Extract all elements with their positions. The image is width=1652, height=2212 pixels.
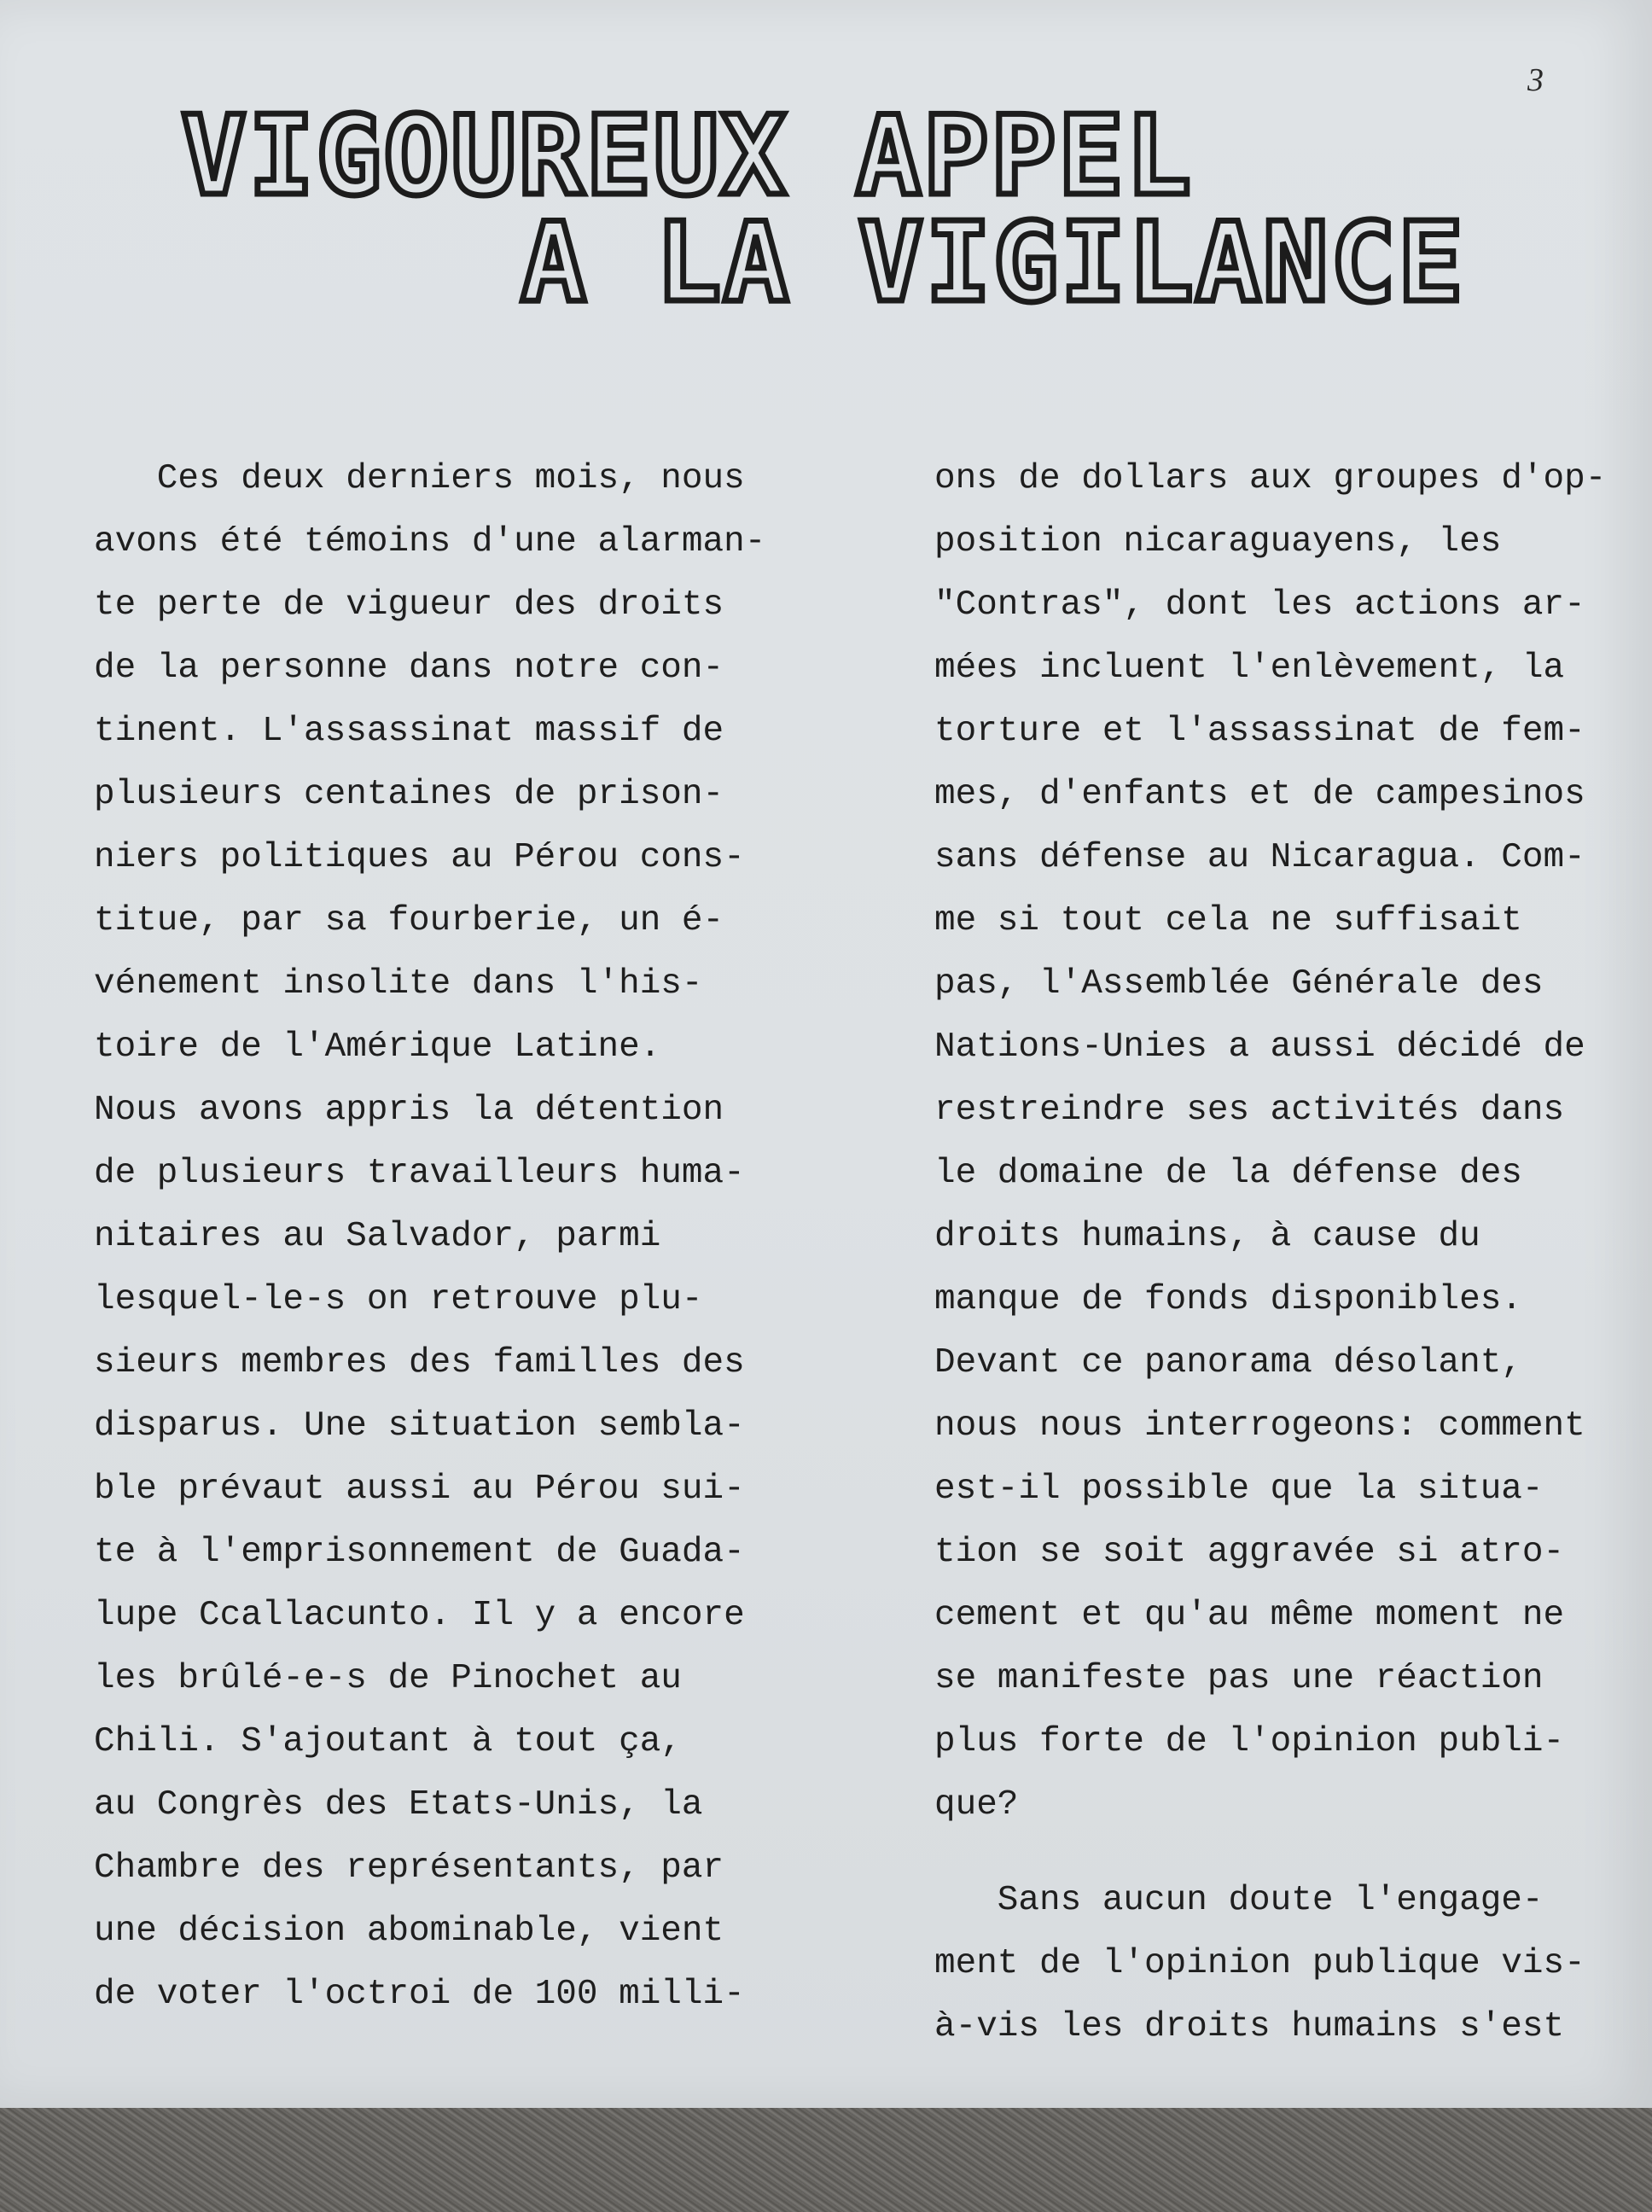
carpet-background (0, 2108, 1652, 2212)
text-line: plus forte de l'opinion publi- (934, 1722, 1565, 1761)
text-line: de voter l'octroi de 100 milli- (94, 1975, 745, 2014)
text-line: ons de dollars aux groupes d'op- (934, 459, 1607, 498)
article-title-line-2: A LA VIGILANCE (521, 200, 1465, 327)
text-line: Nations-Unies a aussi décidé de (934, 1027, 1585, 1067)
right-text-column (934, 447, 1643, 2058)
text-line: pas, l'Assemblée Générale des (934, 964, 1544, 1004)
text-line: position nicaraguayens, les (934, 522, 1502, 562)
text-line: manque de fonds disponibles. (934, 1280, 1522, 1319)
text-line: une décision abominable, vient (94, 1912, 724, 1951)
text-line: "Contras", dont les actions ar- (934, 585, 1585, 625)
text-line: Sans aucun doute l'engage- (934, 1881, 1544, 1920)
text-line: droits humains, à cause du (934, 1217, 1480, 1256)
text-line: plusieurs centaines de prison- (94, 775, 724, 814)
text-line: Ces deux derniers mois, nous (94, 459, 745, 498)
article-title-line-1: VIGOUREUX APPEL (181, 93, 1193, 220)
text-line: Devant ce panorama désolant, (934, 1343, 1522, 1382)
text-line: tion se soit aggravée si atro- (934, 1533, 1565, 1572)
text-line: sieurs membres des familles des (94, 1343, 745, 1382)
text-line: nitaires au Salvador, parmi (94, 1217, 661, 1256)
text-line: à-vis les droits humains s'est (934, 2007, 1565, 2046)
text-line: est-il possible que la situa- (934, 1470, 1544, 1509)
page-number: 3 (1527, 62, 1544, 98)
text-line: toire de l'Amérique Latine. (94, 1027, 661, 1067)
text-line: avons été témoins d'une alarman- (94, 522, 766, 562)
text-line: le domaine de la défense des (934, 1154, 1522, 1193)
text-line: que? (934, 1785, 1019, 1825)
text-line: te à l'emprisonnement de Guada- (94, 1533, 745, 1572)
text-line: cement et qu'au même moment ne (934, 1596, 1565, 1635)
left-text-column (94, 447, 802, 2026)
text-line: me si tout cela ne suffisait (934, 901, 1522, 940)
text-line: sans défense au Nicaragua. Com- (934, 838, 1585, 877)
text-line: te perte de vigueur des droits (94, 585, 724, 625)
text-line: ble prévaut aussi au Pérou sui- (94, 1470, 745, 1509)
text-line: de plusieurs travailleurs huma- (94, 1154, 745, 1193)
text-line: ment de l'opinion publique vis- (934, 1944, 1585, 1983)
text-line: Nous avons appris la détention (94, 1091, 724, 1130)
text-line: restreindre ses activités dans (934, 1091, 1565, 1130)
text-line: se manifeste pas une réaction (934, 1659, 1544, 1698)
text-line: vénement insolite dans l'his- (94, 964, 703, 1004)
text-line: tinent. L'assassinat massif de (94, 712, 724, 751)
text-line: torture et l'assassinat de fem- (934, 712, 1585, 751)
text-line: mées incluent l'enlèvement, la (934, 649, 1565, 688)
text-line: Chambre des représentants, par (94, 1848, 724, 1888)
text-line: lupe Ccallacunto. Il y a encore (94, 1596, 745, 1635)
text-line: au Congrès des Etats-Unis, la (94, 1785, 703, 1825)
text-line: nous nous interrogeons: comment (934, 1406, 1585, 1446)
text-line: titue, par sa fourberie, un é- (94, 901, 724, 940)
text-line: de la personne dans notre con- (94, 649, 724, 688)
text-line: Chili. S'ajoutant à tout ça, (94, 1722, 682, 1761)
text-line: niers politiques au Pérou cons- (94, 838, 745, 877)
text-line: mes, d'enfants et de campesinos (934, 775, 1585, 814)
text-line: lesquel-le-s on retrouve plu- (94, 1280, 703, 1319)
text-line: disparus. Une situation sembla- (94, 1406, 745, 1446)
paragraph-gap (934, 1837, 1643, 1869)
text-line: les brûlé-e-s de Pinochet au (94, 1659, 682, 1698)
